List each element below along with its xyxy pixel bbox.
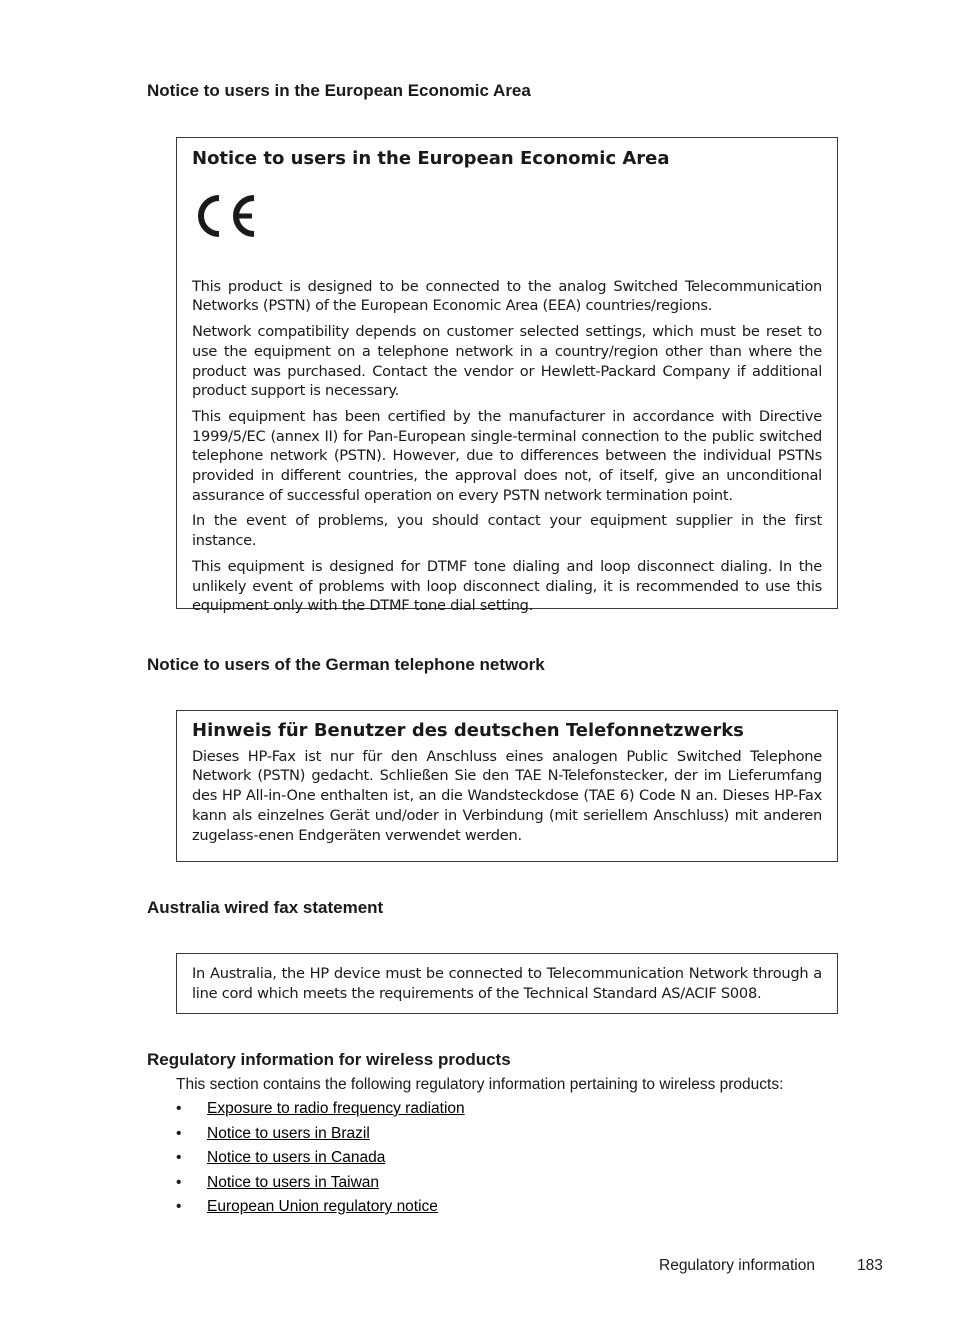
wireless-section-heading: Regulatory information for wireless products <box>147 1050 511 1069</box>
link-eu-regulatory-notice[interactable]: European Union regulatory notice <box>207 1198 438 1215</box>
german-section-heading: Notice to users of the German telephone network <box>147 655 545 674</box>
eea-notice-box <box>176 137 838 615</box>
bullet-icon: • <box>176 1124 182 1142</box>
link-radio-frequency-exposure[interactable]: Exposure to radio frequency radiation <box>207 1100 465 1117</box>
bullet-icon: • <box>176 1173 182 1191</box>
wireless-intro: This section contains the following regulatory information pertaining to wireless products: <box>176 1076 784 1093</box>
page-number: 183 <box>857 1257 883 1274</box>
german-box-title: Hinweis für Benutzer des deutschen Telefonnetzwerks <box>192 720 744 741</box>
australia-paragraph: In Australia, the HP device must be connected to Telecommunication Network through a line cord which meets the requirements of the Technical Standard AS/ACIF S008. <box>192 965 822 1002</box>
eea-paragraph: This equipment has been certified by the manufacturer in accordance with Directive 1999/5/EC (annex II) for Pan-European single-terminal connection to the public switched telephone network (PSTN). However, due to differences between the individual PSTNs provided in different countries, the approval does not, of itself, give an unconditional assurance of successful operation on every PSTN network termination point. <box>192 407 822 504</box>
link-taiwan-notice[interactable]: Notice to users in Taiwan <box>207 1173 380 1191</box>
link-canada-notice[interactable]: Notice to users in Canada <box>207 1149 386 1166</box>
eea-paragraph: This product is designed to be connected to the analog Switched Telecommunication Networks (PSTN) of the European Economic Area (EEA) countries/regions. <box>192 277 822 315</box>
australia-section-heading: Australia wired fax statement <box>147 898 384 917</box>
eea-box-title: Notice to users in the European Economic Area <box>192 148 670 169</box>
australia-notice-box <box>176 953 838 1014</box>
german-paragraph: Dieses HP-Fax ist nur für den Anschluss eines analogen Public Switched Telephone Network (PSTN) gedacht. Schließen Sie den TAE N-Telefonstecker, der im Lieferumfang des HP All-in-One enthalten ist, an die Wandsteckdose (TAE 6) Code N an. Dieses HP-Fax kann als einzelnes Gerät und/oder in Verbindung (mit seriellem Anschluss) mit anderen zugelass-enen Endgeräten verwendet werden. <box>192 747 822 844</box>
bullet-icon: • <box>176 1100 182 1117</box>
link-brazil-notice[interactable]: Notice to users in Brazil <box>207 1124 370 1142</box>
eea-section-heading: Notice to users in the European Economic Area <box>147 81 531 100</box>
bullet-icon: • <box>176 1198 182 1215</box>
german-notice-box <box>176 710 838 862</box>
eea-paragraph: In the event of problems, you should contact your equipment supplier in the first instance. <box>192 512 822 550</box>
eea-paragraph: Network compatibility depends on customer selected settings, which must be reset to use the equipment on a telephone network in a country/region other than where the product was purchased. Contact the vendor or Hewlett-Packard Company if additional product support is necessary. <box>192 323 822 400</box>
ce-mark-icon <box>192 193 258 239</box>
eea-paragraph: This equipment is designed for DTMF tone dialing and loop disconnect dialing. In the unlikely event of problems with loop disconnect dialing, it is recommended to use this equipment only with the DTMF tone dial setting. <box>192 557 822 615</box>
footer-section-name: Regulatory information <box>659 1257 815 1274</box>
bullet-icon: • <box>176 1149 182 1166</box>
